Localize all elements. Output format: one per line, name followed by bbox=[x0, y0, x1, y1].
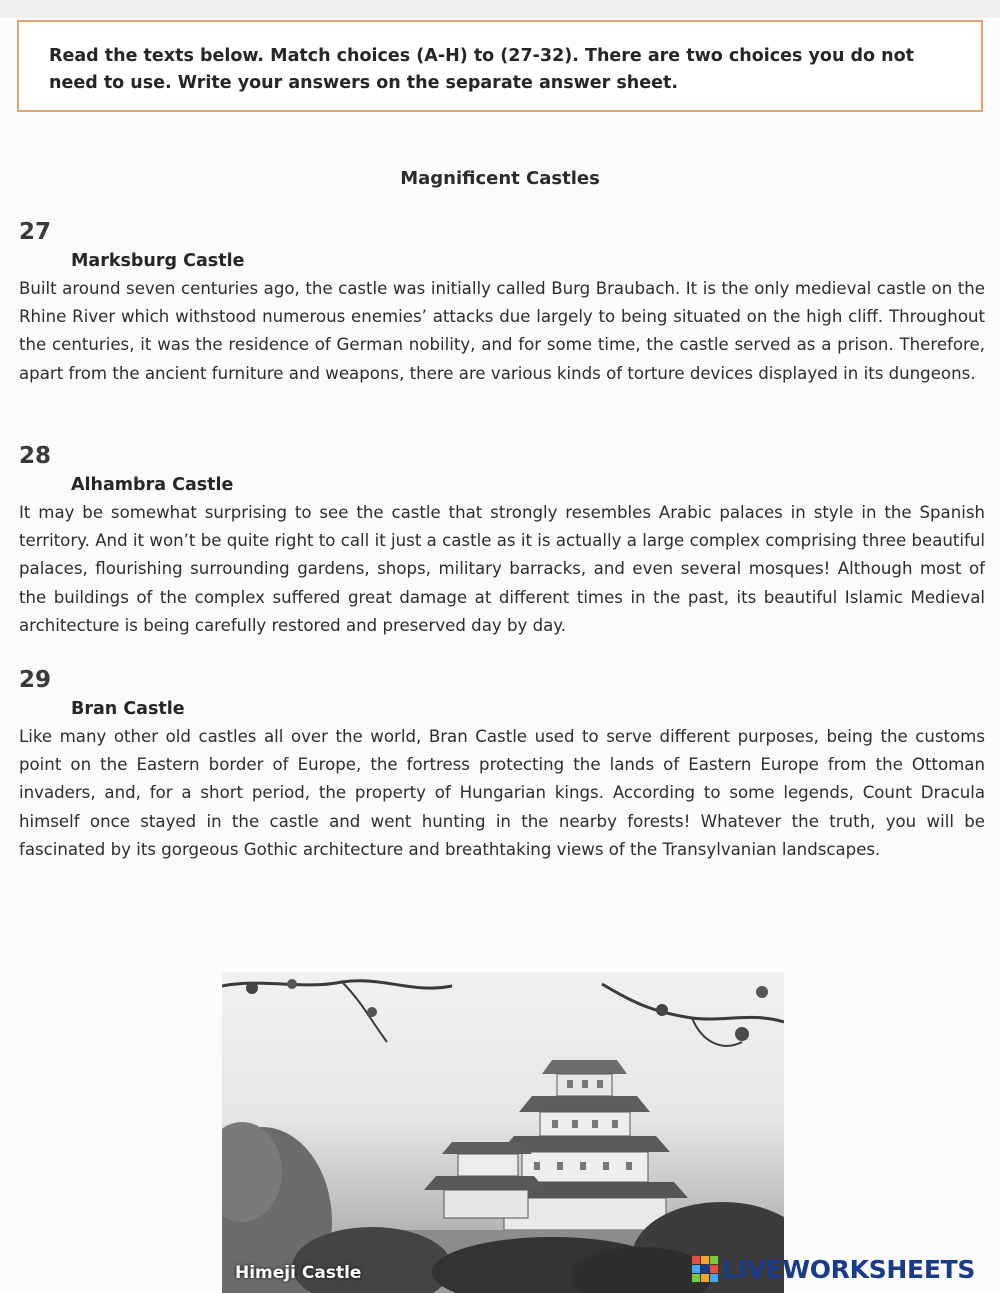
photo-caption: Himeji Castle bbox=[235, 1263, 362, 1283]
question-number: 27 bbox=[19, 219, 52, 245]
instructions-text: Read the texts below. Match choices (A-H) to (27-32). There are two choices you do not need to use. Write your answers on the separate answer sheet. bbox=[49, 46, 914, 93]
instructions-box bbox=[17, 20, 983, 112]
castle-photo bbox=[222, 972, 784, 1293]
liveworksheets-logo-icon bbox=[692, 1256, 718, 1282]
castle-section-27 bbox=[19, 217, 985, 388]
castle-description: Like many other old castles all over the world, Bran Castle used to serve different purposes, being the customs point on the Eastern border of Europe, the fortress protecting the lands of Eastern Europe from the Ottoman invaders, and, for a short period, the property of Hungarian kings. According to some legends, Count Dracula himself once stayed in the castle and went hunting in the nearby forests! Whatever the truth, you will be fascinated by its gorgeous Gothic architecture and breathtaking views of the Transylvanian landscapes. bbox=[19, 727, 985, 859]
logo-text: LIVEWORKSHEETS bbox=[722, 1254, 976, 1284]
castle-name: Marksburg Castle bbox=[71, 251, 245, 271]
top-strip bbox=[0, 0, 1000, 18]
question-number: 29 bbox=[19, 667, 52, 693]
question-number: 28 bbox=[19, 443, 52, 469]
castle-description: Built around seven centuries ago, the castle was initially called Burg Braubach. It is the only medieval castle on the Rhine River which withstood numerous enemies’ attacks due largely to being situated on the high cliff. Throughout the centuries, it was the residence of German nobility, and for some time, the castle served as a prison. Therefore, apart from the ancient furniture and weapons, there are various kinds of torture devices displayed in its dungeons. bbox=[19, 279, 985, 383]
castle-section-28 bbox=[19, 441, 985, 640]
page-title: Magnificent Castles bbox=[400, 168, 600, 189]
liveworksheets-logo bbox=[692, 1254, 975, 1284]
castle-section-29 bbox=[19, 665, 985, 864]
castle-name: Bran Castle bbox=[71, 699, 185, 719]
himeji-castle-illustration bbox=[222, 972, 784, 1293]
castle-name: Alhambra Castle bbox=[71, 475, 234, 495]
castle-description: It may be somewhat surprising to see the castle that strongly resembles Arabic palaces in style in the Spanish territory. And it won’t be quite right to call it just a castle as it is actually a large complex comprising three beautiful palaces, flourishing surrounding gardens, shops, military barracks, and even several mosques! Although most of the buildings of the complex suffered great damage at different times in the past, its beautiful Islamic Medieval architecture is being carefully restored and preserved day by day. bbox=[19, 503, 985, 635]
